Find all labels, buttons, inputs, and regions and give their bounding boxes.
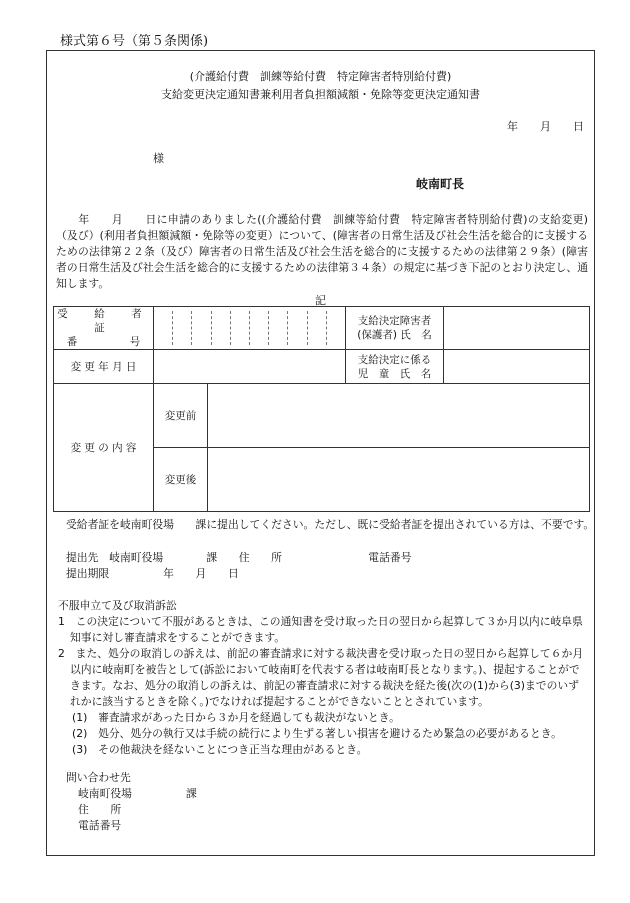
objection-item-2: 2 また、処分の取消しの訴えは、前記の審査請求に対する裁決書を受け取った日の翌日から起算して６か月以内に岐南町を被告として(訴訟において岐南町を代表する者は岐南町長となります。)、提起することができます。なお、処分の取消しの訴えは、前記の審査請求に対する裁決を経た後(次の(1)から(3)までのいずれかに該当するときを除く。)でなければ提起することができないこととされています。 bbox=[58, 647, 584, 708]
before-field[interactable] bbox=[208, 384, 590, 448]
table-row bbox=[54, 307, 590, 350]
table-row bbox=[54, 384, 590, 448]
submission-notice: 受給者証を岐南町役場 課に提出してください。ただし、既に受給者証を提出されている方は、不要です。 bbox=[66, 518, 595, 531]
child-name-label: 支給決定に係る 児 童 氏 名 bbox=[346, 350, 444, 384]
contact-address: 住 所 bbox=[78, 803, 122, 816]
contact-office: 岐南町役場 課 bbox=[78, 787, 197, 800]
change-date-field[interactable] bbox=[154, 350, 346, 384]
objection-sub-2: (2) 処分、処分の執行又は手続の続行により生ずる著しい損害を避けるため緊急の必要があるとき。 bbox=[72, 727, 562, 740]
contact-section bbox=[66, 770, 197, 834]
child-name-field[interactable] bbox=[444, 350, 590, 384]
issue-date-line: 年 月 日 bbox=[507, 120, 584, 133]
issuer-name: 岐南町長 bbox=[416, 177, 465, 191]
before-label: 変更前 bbox=[154, 384, 208, 448]
recipient-cert-number-boxes[interactable] bbox=[154, 307, 346, 350]
objection-item-1: 1 この決定について不服があるときは、この通知書を受け取った日の翌日から起算して３か月以内に岐阜県知事に対し審査請求をすることができます。 bbox=[58, 615, 583, 644]
decision-table bbox=[53, 306, 590, 512]
change-content-label: 変 更 の 内 容 bbox=[54, 384, 154, 512]
contact-heading: 問い合わせ先 bbox=[66, 771, 131, 784]
objection-sub-3: (3) その他裁決を経ないことにつき正当な理由があるとき。 bbox=[72, 743, 368, 756]
contact-phone: 電話番号 bbox=[78, 819, 122, 832]
table-row bbox=[54, 350, 590, 384]
ki-label: 記 bbox=[315, 294, 326, 307]
submission-destination: 提出先 岐南町役場 課 住 所 電話番号 bbox=[66, 551, 412, 564]
change-date-label: 変 更 年 月 日 bbox=[54, 350, 154, 384]
objection-section bbox=[58, 598, 588, 758]
title-line-2: 支給変更決定通知書兼利用者負担額減額・免除等変更決定通知書 bbox=[161, 88, 480, 101]
after-field[interactable] bbox=[208, 448, 590, 512]
body-paragraph: 年 月 日に申請のありました((介護給付費 訓練等給付費 特定障害者特別給付費)の支給変更)（及び）(利用者負担額減額・免除等の変更）について、(障害者の日常生活及び社会生活を総合的に支援するための法律第２２条（及び）障害者の日常生活及び社会生活を総合的に支援するための法律第２９条）(障害者の日常生活及び社会生活を総合的に支援するための法律第３４条）の規定に基づき下記のとおり決定し、通知します。 bbox=[56, 213, 588, 290]
person-name-field[interactable] bbox=[444, 307, 590, 350]
submission-deadline: 提出期限 年 月 日 bbox=[66, 567, 239, 580]
recipient-suffix: 様 bbox=[153, 152, 164, 165]
title-line-1: (介護給付費 訓練等給付費 特定障害者特別給付費) bbox=[189, 70, 452, 83]
after-label: 変更後 bbox=[154, 448, 208, 512]
objection-sub-1: (1) 審査請求があった日から３か月を経過しても裁決がないとき。 bbox=[72, 711, 400, 724]
recipient-cert-label: 受 給 者 証 番 号 bbox=[54, 307, 154, 350]
person-name-label: 支給決定障害者 (保護者) 氏 名 bbox=[346, 307, 444, 350]
objection-heading: 不服申立て及び取消訴訟 bbox=[58, 599, 177, 612]
form-number-label: 様式第６号（第５条関係) bbox=[60, 34, 209, 49]
